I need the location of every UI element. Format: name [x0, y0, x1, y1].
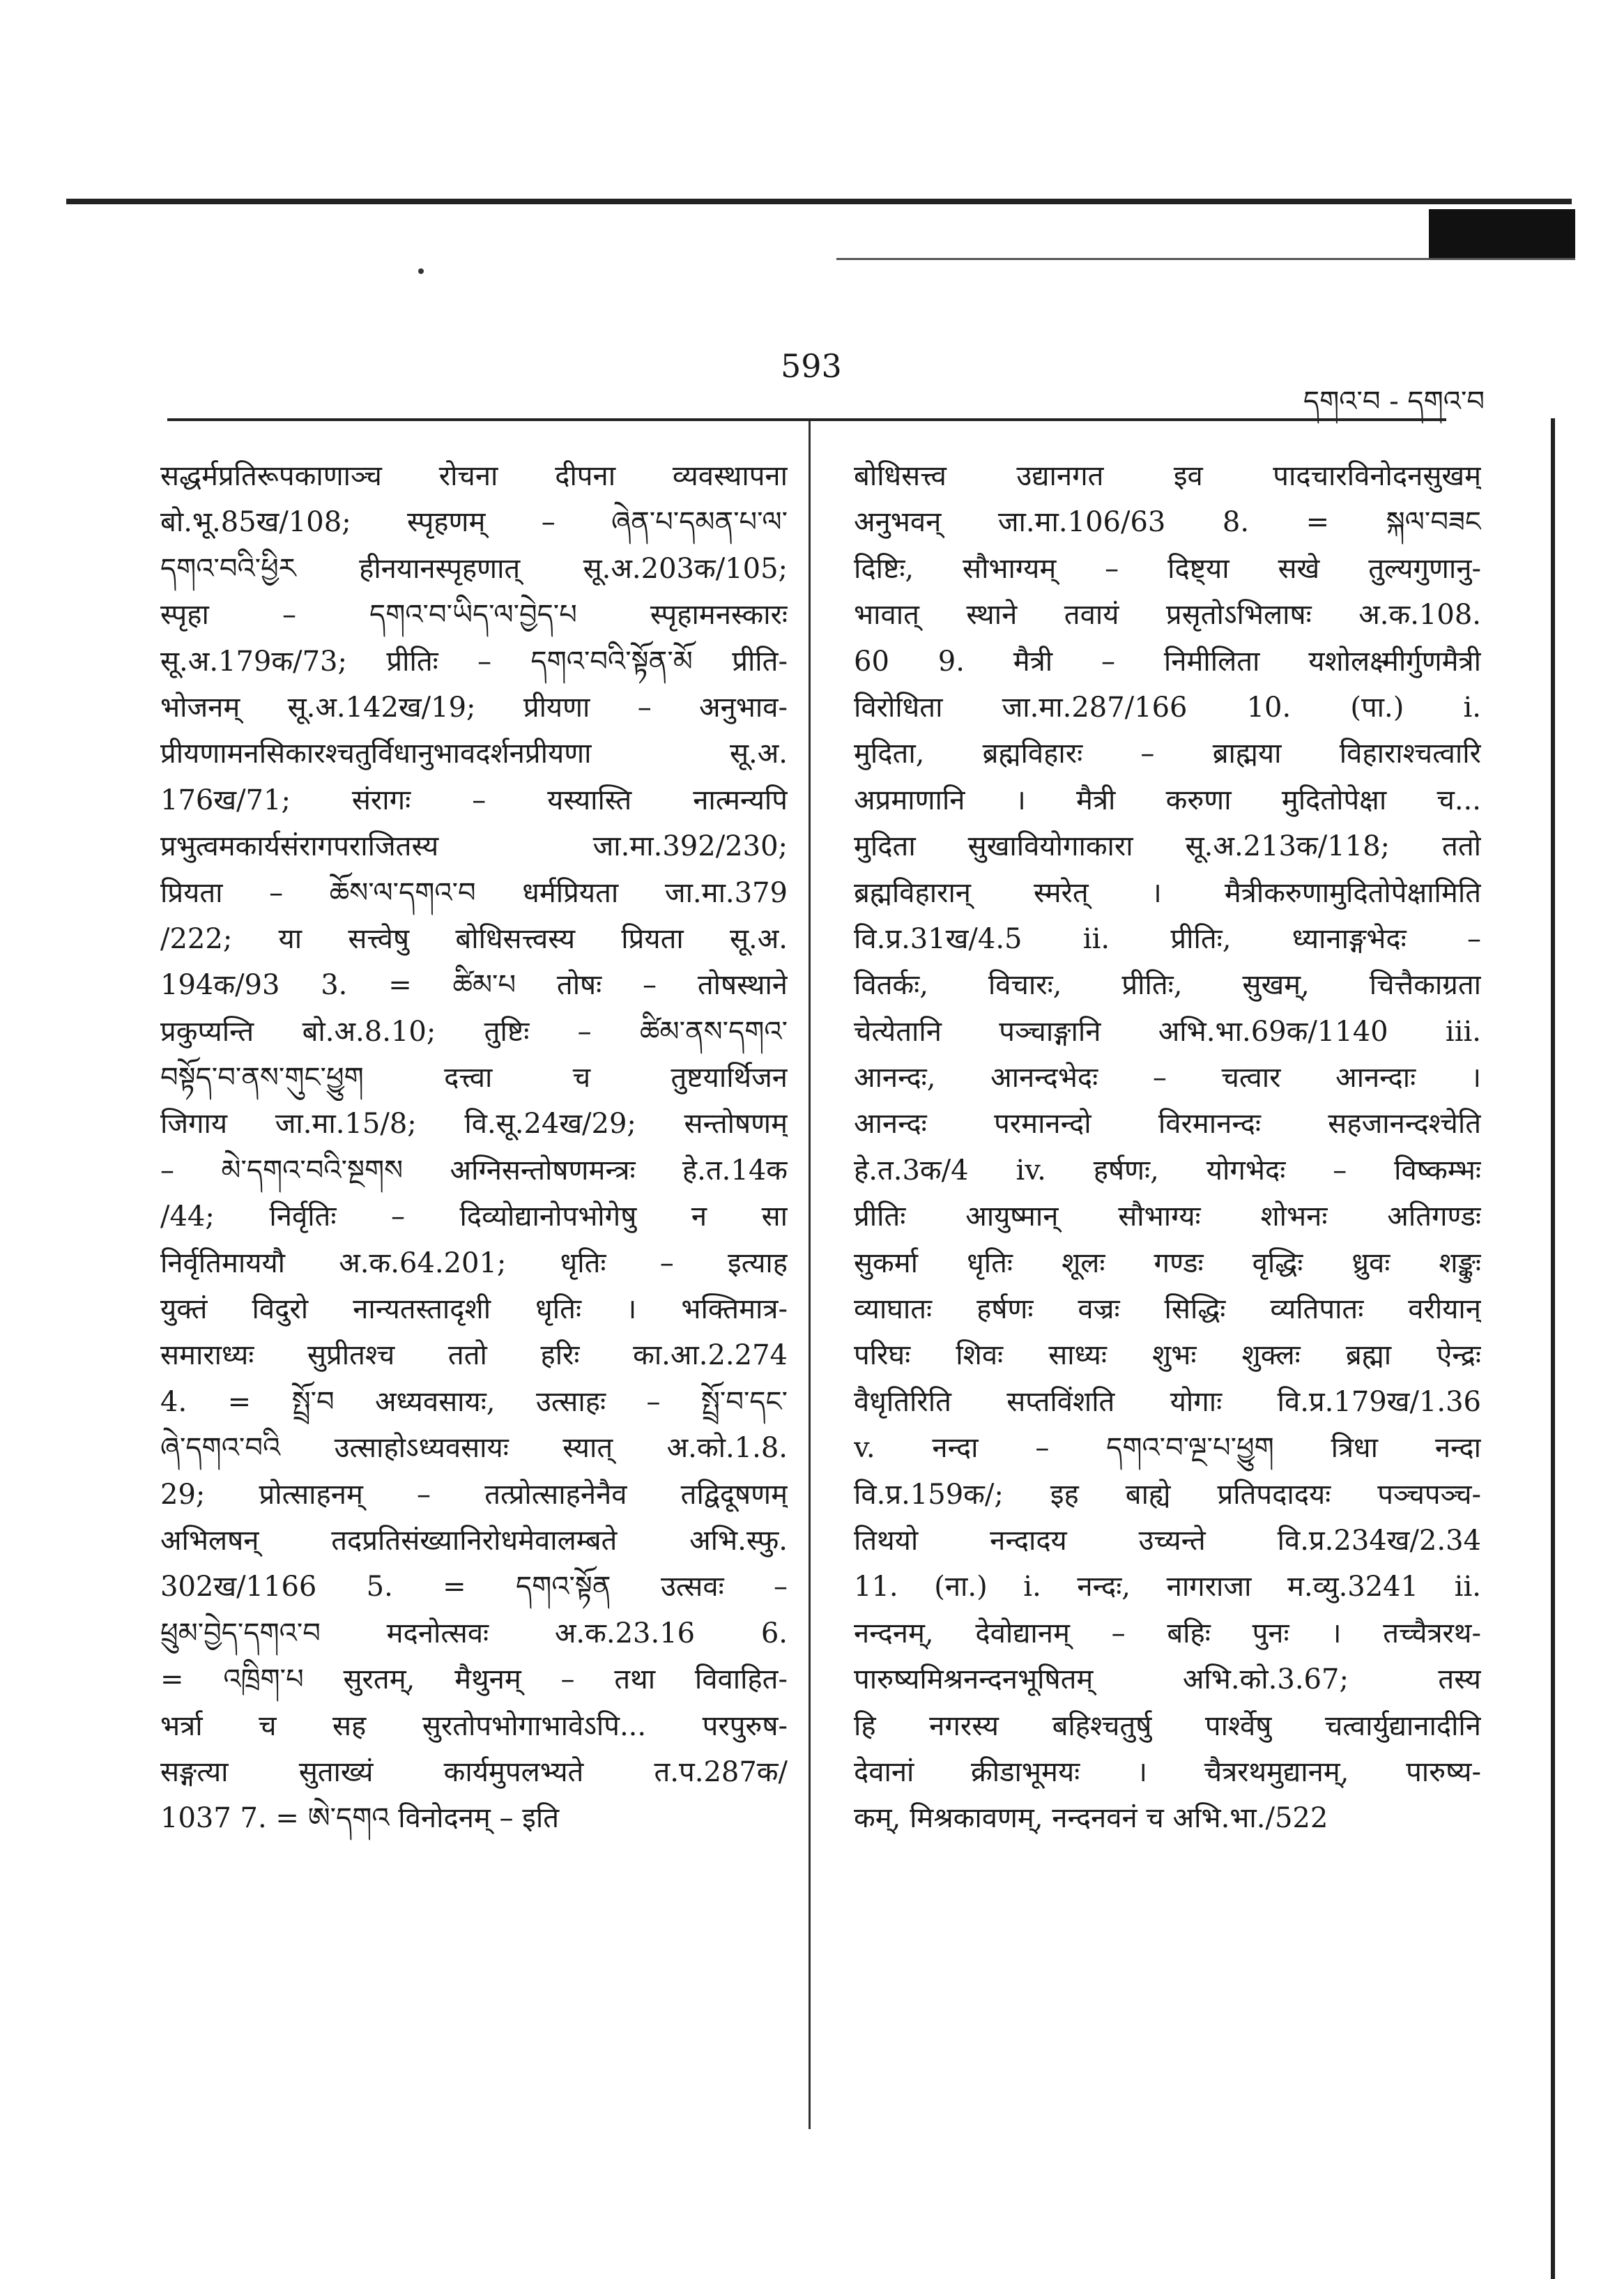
text-line: /222; या सत्त्वेषु बोधिसत्त्वस्य प्रियता सू.अ.: [160, 922, 788, 955]
text-line: वैधृतिरिति सप्तविंशति योगाः वि.प्र.179ख/1.36: [854, 1385, 1481, 1418]
text-line: प्रियता – ཆོས་ལ་དགའ་བ धर्मप्रियता जा.मा.379: [160, 876, 788, 909]
header-rule: [167, 418, 1446, 421]
text-line: = འཁྲིག་པ सुरतम्, मैथुनम् – तथा विवाहित-: [160, 1663, 788, 1696]
text-line: भर्त्रा च सह सुरतोपभोगाभावेऽपि... परपुरुष-: [160, 1709, 788, 1742]
text-line: आनन्दः, आनन्दभेदः – चत्वार आनन्दाः ।: [854, 1062, 1481, 1095]
text-line: परिघः शिवः साध्यः शुभः शुक्लः ब्रह्मा ऐन्द्रः: [854, 1339, 1481, 1372]
text-line: प्रकुप्यन्ति बो.अ.8.10; तुष्टिः – ཚིམ་ནས་དགའ་: [160, 1015, 788, 1048]
text-line: युक्तं विदुरो नान्यतस्तादृशी धृतिः । भक्तिमात्र-: [160, 1293, 788, 1326]
text-line: 29; प्रोत्साहनम् – तत्प्रोत्साहनेनैव तद्विदूषणम्: [160, 1478, 788, 1511]
text-line: 302ख/1166 5. = དགའ་སྟོན उत्सवः –: [160, 1571, 788, 1603]
text-line: – མེ་དགའ་བའི་སྔགས अग्निसन्तोषणमन्त्रः हे.त.14क: [160, 1154, 788, 1187]
text-line: དགའ་བའི་ཕྱིར हीनयानस्पृहणात् सू.अ.203क/105;: [160, 552, 788, 585]
text-line: वि.प्र.159क/; इह बाह्ये प्रतिपदादयः पञ्चपञ्च-: [854, 1478, 1481, 1511]
text-line: अभिलषन् तदप्रतिसंख्यानिरोधमेवालम्बते अभि.स्फु.: [160, 1524, 788, 1557]
text-line: 176ख/71; संरागः – यस्यास्ति नात्मन्यपि: [160, 784, 788, 816]
text-line: प्रीतिः आयुष्मान् सौभाग्यः शोभनः अतिगण्डः: [854, 1201, 1481, 1233]
thin-rule: [836, 258, 1575, 260]
text-line: 4. = སྤྲོ་བ अध्यवसायः, उत्साहः – སྤྲོ་བ་དང་: [160, 1385, 788, 1418]
scan-edge-band: [1429, 209, 1575, 258]
text-line: 194क/93 3. = ཚིམ་པ तोषः – तोषस्थाने: [160, 969, 788, 1002]
left-column: [160, 453, 788, 1842]
scan-dot: [418, 268, 424, 274]
text-line: पारुष्यमिश्रनन्दनभूषितम् अभि.को.3.67; तस्य: [854, 1663, 1481, 1696]
text-line: सङ्गत्या सुताख्यं कार्यमुपलभ्यते त.प.287क/: [160, 1755, 788, 1788]
text-line: आनन्दः परमानन्दो विरमानन्दः सहजानन्दश्चेति: [854, 1108, 1481, 1141]
text-line: तिथयो नन्दादय उच्यन्ते वि.प्र.234ख/2.34: [854, 1524, 1481, 1557]
text-line: भोजनम् सू.अ.142ख/19; प्रीयणा – अनुभाव-: [160, 691, 788, 724]
text-line: बोधिसत्त्व उद्यानगत इव पादचारविनोदनसुखम्: [854, 460, 1481, 492]
text-line: नन्दनम्, देवोद्यानम् – बहिः पुनः । तच्चैत्ररथ-: [854, 1617, 1481, 1649]
text-line: ཕྲུམ་བྱེད་དགའ་བ मदनोत्सवः अ.क.23.16 6.: [160, 1617, 788, 1649]
text-line: བསྟོད་བ་ནས་གུང་ཕྱུག दत्त्वा च तुष्टयार्थिजन: [160, 1062, 788, 1095]
text-line: बो.भू.85ख/108; स्पृहणम् – ཞེན་པ་དམན་པ་ལ་: [160, 506, 788, 539]
text-line: व्याघातः हर्षणः वज्रः सिद्धिः व्यतिपातः वरीयान्: [854, 1293, 1481, 1326]
text-line: 60 9. मैत्री – निमीलिता यशोलक्ष्मीर्गुणमैत्री: [854, 645, 1481, 678]
text-line: कम्, मिश्रकावणम्, नन्दनवनं च अभि.भा./522: [854, 1802, 1328, 1835]
text-line: प्रभुत्वमकार्यसंरागपराजितस्य जा.मा.392/230;: [160, 830, 788, 863]
text-line: वितर्कः, विचारः, प्रीतिः, सुखम्, चित्तैकाग्रता: [854, 969, 1481, 1002]
text-line: स्पृहा – དགའ་བ་ཡིད་ལ་བྱེད་པ स्पृहामनस्कारः: [160, 599, 788, 632]
text-line: मुदिता सुखावियोगाकारा सू.अ.213क/118; ततो: [854, 830, 1481, 863]
page-number: 593: [781, 347, 842, 385]
text-line: v. नन्दा – དགའ་བ་ལྔ་པ་ཕྱུག त्रिधा नन्दा: [854, 1432, 1481, 1465]
text-line: निर्वृतिमाययौ अ.क.64.201; धृतिः – इत्याह: [160, 1247, 788, 1279]
text-line: जिगाय जा.मा.15/8; वि.सू.24ख/29; सन्तोषणम्: [160, 1108, 788, 1141]
text-line: प्रीयणामनसिकारश्चतुर्विधानुभावदर्शनप्रीयणा सू.अ.: [160, 738, 788, 770]
text-line: देवानां क्रीडाभूमयः । चैत्ररथमुद्यानम्, पारुष्य-: [854, 1755, 1481, 1788]
text-line: विरोधिता जा.मा.287/166 10. (पा.) i.: [854, 691, 1481, 724]
text-line: 1037 7. = ཨེ་དགའ विनोदनम् – इति: [160, 1802, 560, 1835]
column-divider: [809, 421, 811, 2129]
text-line: हि नगरस्य बहिश्चतुर्षु पार्श्वेषु चत्वार्युद्यानादीनि: [854, 1709, 1481, 1742]
text-line: सुकर्मा धृतिः शूलः गण्डः वृद्धिः ध्रुवः शङ्कुः: [854, 1247, 1481, 1279]
text-line: हे.त.3क/4 iv. हर्षणः, योगभेदः – विष्कम्भः: [854, 1154, 1481, 1187]
text-line: समाराध्यः सुप्रीतश्च ततो हरिः का.आ.2.274: [160, 1339, 788, 1372]
text-line: अनुभवन् जा.मा.106/63 8. = སྐལ་བཟང: [854, 506, 1481, 539]
text-line: अप्रमाणानि । मैत्री करुणा मुदितोपेक्षा च...: [854, 784, 1481, 816]
text-line: भावात् स्थाने तवायं प्रसृतोऽभिलाषः अ.क.108.: [854, 599, 1481, 632]
text-line: दिष्टिः, सौभाग्यम् – दिष्ट्या सखे तुल्यगुणानु-: [854, 552, 1481, 585]
text-line: /44; निर्वृतिः – दिव्योद्यानोपभोगेषु न सा: [160, 1201, 788, 1233]
running-head: དགའ་བ - དགའ་བ: [1303, 386, 1485, 418]
text-line: वि.प्र.31ख/4.5 ii. प्रीतिः, ध्यानाङ्गभेदः –: [854, 922, 1481, 955]
right-column: [854, 453, 1481, 1842]
text-line: सू.अ.179क/73; प्रीतिः – དགའ་བའི་སྟོན་མོ प्रीति-: [160, 645, 788, 678]
text-line: चेत्येतानि पञ्चाङ्गानि अभि.भा.69क/1140 iii.: [854, 1015, 1481, 1048]
top-rule: [66, 199, 1572, 204]
text-line: 11. (ना.) i. नन्दः, नागराजा म.व्यु.3241 ii.: [854, 1571, 1481, 1603]
text-line: सद्धर्मप्रतिरूपकाणाञ्च रोचना दीपना व्यवस्थापना: [160, 460, 788, 492]
text-line: ཞེ་དགའ་བའི उत्साहोऽध्यवसायः स्यात् अ.को.1.8.: [160, 1432, 788, 1465]
right-edge-rule: [1551, 418, 1555, 2279]
text-line: मुदिता, ब्रह्मविहारः – ब्राह्मया विहाराश्चत्वारि: [854, 738, 1481, 770]
text-line: ब्रह्मविहारान् स्मरेत् । मैत्रीकरुणामुदितोपेक्षामिति: [854, 876, 1481, 909]
